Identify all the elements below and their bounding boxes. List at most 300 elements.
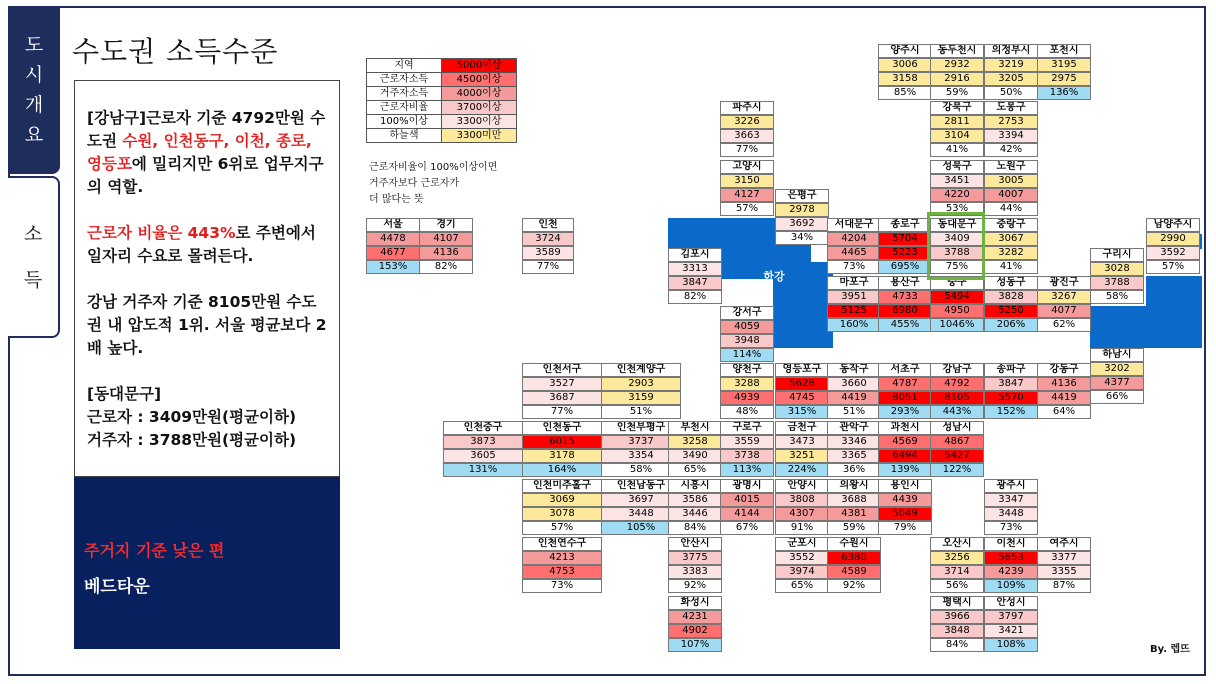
worker-ratio: 51%: [827, 405, 881, 419]
resident-income: 3788: [930, 246, 984, 260]
author-credit: By. 렙뜨: [1150, 644, 1190, 655]
worker-income: 4787: [878, 377, 932, 391]
worker-income: 3737: [601, 435, 681, 449]
resident-income: 3355: [1037, 565, 1091, 579]
worker-ratio: 58%: [1090, 290, 1144, 304]
worker-ratio: 82%: [668, 290, 722, 304]
worker-ratio: 73%: [522, 579, 602, 593]
district-name: 강서구: [720, 306, 774, 320]
district-name: 성동구: [984, 276, 1038, 290]
district-name: 고양시: [720, 160, 774, 174]
district-name: 인천: [522, 218, 574, 232]
legend-row: [367, 115, 517, 129]
district-name: 화성시: [668, 596, 722, 610]
district-name: 하남시: [1090, 348, 1144, 362]
district-name: 평택시: [930, 596, 984, 610]
district-name: 인천계양구: [601, 363, 681, 377]
page-title: 수도권 소득수준: [72, 35, 279, 68]
district-name: 양주시: [878, 44, 932, 58]
district-name: 성남시: [930, 421, 984, 435]
worker-income: 3775: [668, 551, 722, 565]
resident-income: 3251: [775, 449, 829, 463]
district-name: 오산시: [930, 537, 984, 551]
legend-row: [367, 129, 517, 143]
tab-char: 소: [23, 223, 43, 245]
district-name: 중랑구: [984, 218, 1038, 232]
resident-income: 4939: [720, 391, 774, 405]
worker-income: 3586: [668, 493, 722, 507]
legend-row: [367, 73, 517, 87]
resident-income: 3365: [827, 449, 881, 463]
worker-income: 3195: [1037, 58, 1091, 72]
legend-row: [367, 87, 517, 101]
worker-income: 4213: [522, 551, 602, 565]
worker-ratio: 108%: [984, 638, 1038, 652]
worker-income: 3797: [984, 610, 1038, 624]
resident-income: 4902: [668, 624, 722, 638]
conclusion-box: [74, 477, 340, 649]
worker-ratio: 164%: [522, 463, 602, 477]
district-name: 인천동구: [522, 421, 602, 435]
district-name: 수원시: [827, 537, 881, 551]
tab-income[interactable]: [8, 176, 60, 338]
worker-ratio: 455%: [878, 318, 932, 332]
legend-row: [367, 59, 517, 73]
resident-income: 3159: [601, 391, 681, 405]
worker-ratio: 56%: [930, 579, 984, 593]
worker-income: 2753: [984, 115, 1038, 129]
district-name: 종로구: [878, 218, 932, 232]
river-label: 한강: [763, 270, 785, 283]
legend-note-line: 근로자비율이 100%이상이면: [369, 162, 498, 173]
resident-income: 4419: [827, 391, 881, 405]
district-name: 강북구: [930, 101, 984, 115]
worker-ratio: 224%: [775, 463, 829, 477]
resident-income: 3178: [522, 449, 602, 463]
resident-income: 3158: [878, 72, 932, 86]
worker-ratio: 139%: [878, 463, 932, 477]
district-name: 동대문구: [930, 218, 984, 232]
resident-income: 3687: [522, 391, 602, 405]
district-name: 군포시: [775, 537, 829, 551]
worker-ratio: 109%: [984, 579, 1038, 593]
worker-income: 3847: [984, 377, 1038, 391]
resident-income: 3589: [522, 246, 574, 260]
resident-income: 3714: [930, 565, 984, 579]
district-name: 안산시: [668, 537, 722, 551]
district-name: 마포구: [827, 276, 881, 290]
worker-income: 3067: [984, 232, 1038, 246]
worker-income: 4136: [1037, 377, 1091, 391]
worker-ratio: 443%: [930, 405, 984, 419]
district-name: 구로구: [720, 421, 774, 435]
tab-char: 도: [24, 34, 44, 56]
worker-income: 3873: [443, 435, 523, 449]
resident-income: 3948: [720, 334, 774, 348]
worker-income: 3258: [668, 435, 722, 449]
district-name: 인천연수구: [522, 537, 602, 551]
resident-income: 6494: [878, 449, 932, 463]
worker-ratio: 131%: [443, 463, 523, 477]
summary-dongdaemun-worker: 근로자 : 3409만원(평균이하): [87, 408, 297, 426]
resident-income: 4307: [775, 507, 829, 521]
district-name: 안성시: [984, 596, 1038, 610]
worker-ratio: 315%: [775, 405, 829, 419]
summary-text-segment: 수원, 인천동구, 이천, 종로, 영등포: [87, 132, 312, 173]
resident-income: 3383: [668, 565, 722, 579]
worker-ratio: 77%: [720, 143, 774, 157]
worker-ratio: 53%: [930, 202, 984, 216]
resident-income: 4465: [827, 246, 881, 260]
resident-income: 4950: [930, 304, 984, 318]
summary-text-segment: [강남구]근로자 기준 4792만원 수도권: [87, 109, 326, 150]
district-name: 강동구: [1037, 363, 1091, 377]
legend-value: 4000이상: [442, 87, 517, 101]
worker-ratio: 51%: [601, 405, 681, 419]
worker-income: 3527: [522, 377, 602, 391]
worker-income: 4867: [930, 435, 984, 449]
district-name: 경기: [419, 218, 473, 232]
resident-income: 5570: [984, 391, 1038, 405]
worker-ratio: 50%: [984, 86, 1038, 100]
worker-income: 3951: [827, 290, 881, 304]
worker-income: 6015: [522, 435, 602, 449]
legend-label: 100%이상: [367, 115, 442, 129]
worker-ratio: 73%: [984, 521, 1038, 535]
tab-char: 시: [24, 64, 44, 86]
district-name: 김포시: [668, 248, 722, 262]
worker-ratio: 79%: [878, 521, 932, 535]
resident-income: 3788: [1090, 276, 1144, 290]
summary-text-segment: 근로자 비율은 443%: [87, 224, 236, 242]
resident-income: 3205: [984, 72, 1038, 86]
highlight-dongdaemun: [927, 212, 985, 280]
worker-income: 3288: [720, 377, 774, 391]
resident-income: 3448: [984, 507, 1038, 521]
worker-income: 3069: [522, 493, 602, 507]
legend-note: [369, 160, 497, 208]
worker-income: 3559: [720, 435, 774, 449]
worker-income: 3552: [775, 551, 829, 565]
worker-income: 3226: [720, 115, 774, 129]
worker-ratio: 44%: [984, 202, 1038, 216]
worker-income: 2903: [601, 377, 681, 391]
legend-label: 지역: [367, 59, 442, 73]
legend-label: 하늘색: [367, 129, 442, 143]
district-name: 파주시: [720, 101, 774, 115]
worker-income: 2811: [930, 115, 984, 129]
resident-income: 3847: [668, 276, 722, 290]
resident-income: 5049: [878, 507, 932, 521]
legend-value: 3300이상: [442, 115, 517, 129]
worker-income: 4107: [419, 232, 473, 246]
worker-ratio: 57%: [522, 521, 602, 535]
district-name: 은평구: [775, 189, 829, 203]
district-name: 포천시: [1037, 44, 1091, 58]
worker-ratio: 91%: [775, 521, 829, 535]
district-name: 서울: [366, 218, 420, 232]
worker-income: 3697: [601, 493, 681, 507]
resident-income: 4377: [1090, 376, 1144, 390]
resident-income: 4677: [366, 246, 420, 260]
worker-ratio: 85%: [878, 86, 932, 100]
resident-income: 3848: [930, 624, 984, 638]
district-name: 여주시: [1037, 537, 1091, 551]
legend-label: 근로자비율: [367, 101, 442, 115]
district-name: 동두천시: [930, 44, 984, 58]
district-name: 인천미추홀구: [522, 479, 602, 493]
worker-ratio: 41%: [984, 260, 1038, 274]
worker-ratio: 57%: [720, 202, 774, 216]
district-name: 양천구: [720, 363, 774, 377]
legend-value: 4500이상: [442, 73, 517, 87]
district-name: 노원구: [984, 160, 1038, 174]
resident-income: 4127: [720, 188, 774, 202]
worker-ratio: 152%: [984, 405, 1038, 419]
worker-ratio: 92%: [668, 579, 722, 593]
worker-ratio: 57%: [1146, 260, 1200, 274]
worker-ratio: 59%: [827, 521, 881, 535]
worker-income: 6380: [827, 551, 881, 565]
district-name: 중구: [930, 276, 984, 290]
resident-income: 3282: [984, 246, 1038, 260]
resident-income: 3490: [668, 449, 722, 463]
worker-ratio: 92%: [827, 579, 881, 593]
worker-income: 3005: [984, 174, 1038, 188]
legend-value: 5000이상: [442, 59, 517, 73]
worker-ratio: 77%: [522, 260, 574, 274]
district-name: 이천시: [984, 537, 1038, 551]
tab-char: 요: [24, 124, 44, 146]
worker-income: 2932: [930, 58, 984, 72]
resident-income: 3738: [720, 449, 774, 463]
resident-income: 4220: [930, 188, 984, 202]
summary-paragraph-ratio: [87, 222, 329, 268]
worker-income: 3966: [930, 610, 984, 624]
worker-income: 4015: [720, 493, 774, 507]
legend-note-line: 거주자보다 근로자가: [369, 178, 460, 189]
district-name: 구리시: [1090, 248, 1144, 262]
district-name: 강남구: [930, 363, 984, 377]
resident-income: 3605: [443, 449, 523, 463]
worker-ratio: 1046%: [930, 318, 984, 332]
district-name: 안양시: [775, 479, 829, 493]
district-name: 관악구: [827, 421, 881, 435]
worker-ratio: 114%: [720, 348, 774, 362]
worker-income: 3202: [1090, 362, 1144, 376]
district-name: 광주시: [984, 479, 1038, 493]
worker-income: 4231: [668, 610, 722, 624]
district-name: 성북구: [930, 160, 984, 174]
worker-income: 3451: [930, 174, 984, 188]
worker-ratio: 293%: [878, 405, 932, 419]
district-name: 영등포구: [775, 363, 829, 377]
color-legend: [366, 58, 517, 143]
district-name: 인천남동구: [601, 479, 681, 493]
conclusion-line-1: 주거지 기준 낮은 편: [84, 541, 225, 560]
resident-income: 3974: [775, 565, 829, 579]
resident-income: 5250: [984, 304, 1038, 318]
worker-income: 5494: [930, 290, 984, 304]
worker-ratio: 206%: [984, 318, 1038, 332]
worker-ratio: 58%: [601, 463, 681, 477]
district-name: 시흥시: [668, 479, 722, 493]
legend-label: 근로자소득: [367, 73, 442, 87]
worker-ratio: 122%: [930, 463, 984, 477]
worker-income: 3313: [668, 262, 722, 276]
resident-income: 3692: [775, 217, 829, 231]
summary-text-segment: 에 밀리지만 6위로 업무지구의 역할.: [87, 155, 324, 196]
summary-paragraph-gangnam: [87, 107, 329, 199]
worker-income: 4059: [720, 320, 774, 334]
district-name: 부천시: [668, 421, 722, 435]
worker-income: 3828: [984, 290, 1038, 304]
district-name: 도봉구: [984, 101, 1038, 115]
resident-income: 4745: [775, 391, 829, 405]
resident-income: 3421: [984, 624, 1038, 638]
resident-income: 3663: [720, 129, 774, 143]
worker-income: 4792: [930, 377, 984, 391]
worker-ratio: 75%: [930, 260, 984, 274]
resident-income: 8051: [878, 391, 932, 405]
worker-income: 4569: [878, 435, 932, 449]
legend-row: [367, 101, 517, 115]
resident-income: 3078: [522, 507, 602, 521]
worker-ratio: 107%: [668, 638, 722, 652]
worker-ratio: 65%: [775, 579, 829, 593]
worker-income: 5704: [878, 232, 932, 246]
worker-ratio: 84%: [930, 638, 984, 652]
worker-income: 3724: [522, 232, 574, 246]
resident-income: 2916: [930, 72, 984, 86]
resident-income: 3354: [601, 449, 681, 463]
worker-income: 3409: [930, 232, 984, 246]
resident-income: 4144: [720, 507, 774, 521]
resident-income: 4077: [1037, 304, 1091, 318]
resident-income: 4239: [984, 565, 1038, 579]
resident-income: 4419: [1037, 391, 1091, 405]
worker-income: 5628: [775, 377, 829, 391]
resident-income: 4381: [827, 507, 881, 521]
district-name: 용인시: [878, 479, 932, 493]
legend-value: 3700이상: [442, 101, 517, 115]
resident-income: 4007: [984, 188, 1038, 202]
resident-income: 8105: [930, 391, 984, 405]
resident-income: 5427: [930, 449, 984, 463]
worker-income: 3688: [827, 493, 881, 507]
district-name: 금천구: [775, 421, 829, 435]
worker-ratio: 136%: [1037, 86, 1091, 100]
summary-dongdaemun-title: [동대문구]: [87, 385, 162, 403]
worker-income: 2990: [1146, 232, 1200, 246]
worker-income: 4478: [366, 232, 420, 246]
worker-ratio: 160%: [827, 318, 881, 332]
worker-ratio: 67%: [720, 521, 774, 535]
worker-ratio: 34%: [775, 231, 829, 245]
worker-ratio: 62%: [1037, 318, 1091, 332]
worker-income: 3219: [984, 58, 1038, 72]
worker-ratio: 695%: [878, 260, 932, 274]
worker-ratio: 41%: [930, 143, 984, 157]
district-name: 송파구: [984, 363, 1038, 377]
worker-income: 3347: [984, 493, 1038, 507]
worker-income: 2978: [775, 203, 829, 217]
worker-income: 4204: [827, 232, 881, 246]
resident-income: 3104: [930, 129, 984, 143]
district-name: 인천중구: [443, 421, 523, 435]
resident-income: 5223: [878, 246, 932, 260]
resident-income: 4753: [522, 565, 602, 579]
worker-ratio: 153%: [366, 260, 420, 274]
worker-ratio: 42%: [984, 143, 1038, 157]
worker-income: 4439: [878, 493, 932, 507]
worker-income: 4733: [878, 290, 932, 304]
worker-income: 3267: [1037, 290, 1091, 304]
worker-ratio: 82%: [419, 260, 473, 274]
worker-ratio: 36%: [827, 463, 881, 477]
summary-text-segment: 로 주변에서 일자리 수요로 몰려든다.: [87, 224, 316, 265]
resident-income: 3592: [1146, 246, 1200, 260]
tab-char: 득: [23, 269, 43, 291]
district-name: 서초구: [878, 363, 932, 377]
worker-ratio: 59%: [930, 86, 984, 100]
district-name: 과천시: [878, 421, 932, 435]
worker-income: 3808: [775, 493, 829, 507]
resident-income: 3448: [601, 507, 681, 521]
district-name: 인천부평구: [601, 421, 681, 435]
resident-income: 3394: [984, 129, 1038, 143]
worker-income: 3256: [930, 551, 984, 565]
worker-ratio: 84%: [668, 521, 722, 535]
worker-income: 3346: [827, 435, 881, 449]
worker-income: 3473: [775, 435, 829, 449]
district-name: 인천서구: [522, 363, 602, 377]
district-name: 광진구: [1037, 276, 1091, 290]
worker-income: 3006: [878, 58, 932, 72]
worker-income: 3150: [720, 174, 774, 188]
resident-income: 5125: [827, 304, 881, 318]
district-name: 광명시: [720, 479, 774, 493]
district-name: 서대문구: [827, 218, 881, 232]
worker-income: 3028: [1090, 262, 1144, 276]
resident-income: 3446: [668, 507, 722, 521]
worker-ratio: 73%: [827, 260, 881, 274]
district-name: 동작구: [827, 363, 881, 377]
district-name: 남양주시: [1146, 218, 1200, 232]
worker-income: 3660: [827, 377, 881, 391]
resident-income: 4136: [419, 246, 473, 260]
district-name: 용산구: [878, 276, 932, 290]
tab-city-overview[interactable]: [8, 6, 60, 174]
summary-dongdaemun-resident: 거주자 : 3788만원(평균이하): [87, 431, 297, 449]
conclusion-line-2: 베드타운: [84, 577, 150, 597]
resident-income: 2975: [1037, 72, 1091, 86]
worker-ratio: 48%: [720, 405, 774, 419]
worker-ratio: 65%: [668, 463, 722, 477]
worker-ratio: 64%: [1037, 405, 1091, 419]
legend-note-line: 더 많다는 뜻: [369, 194, 424, 205]
worker-ratio: 77%: [522, 405, 602, 419]
resident-income: 6980: [878, 304, 932, 318]
legend-label: 거주자소득: [367, 87, 442, 101]
legend-value: 3300미만: [442, 129, 517, 143]
summary-textbox: [74, 80, 340, 477]
worker-income: 3377: [1037, 551, 1091, 565]
worker-ratio: 113%: [720, 463, 774, 477]
resident-income: 4589: [827, 565, 881, 579]
summary-paragraph-resident: 강남 거주자 기준 8105만원 수도권 내 압도적 1위. 서울 평균보다 2배 높다.: [87, 293, 327, 357]
tab-char: 개: [24, 94, 44, 116]
